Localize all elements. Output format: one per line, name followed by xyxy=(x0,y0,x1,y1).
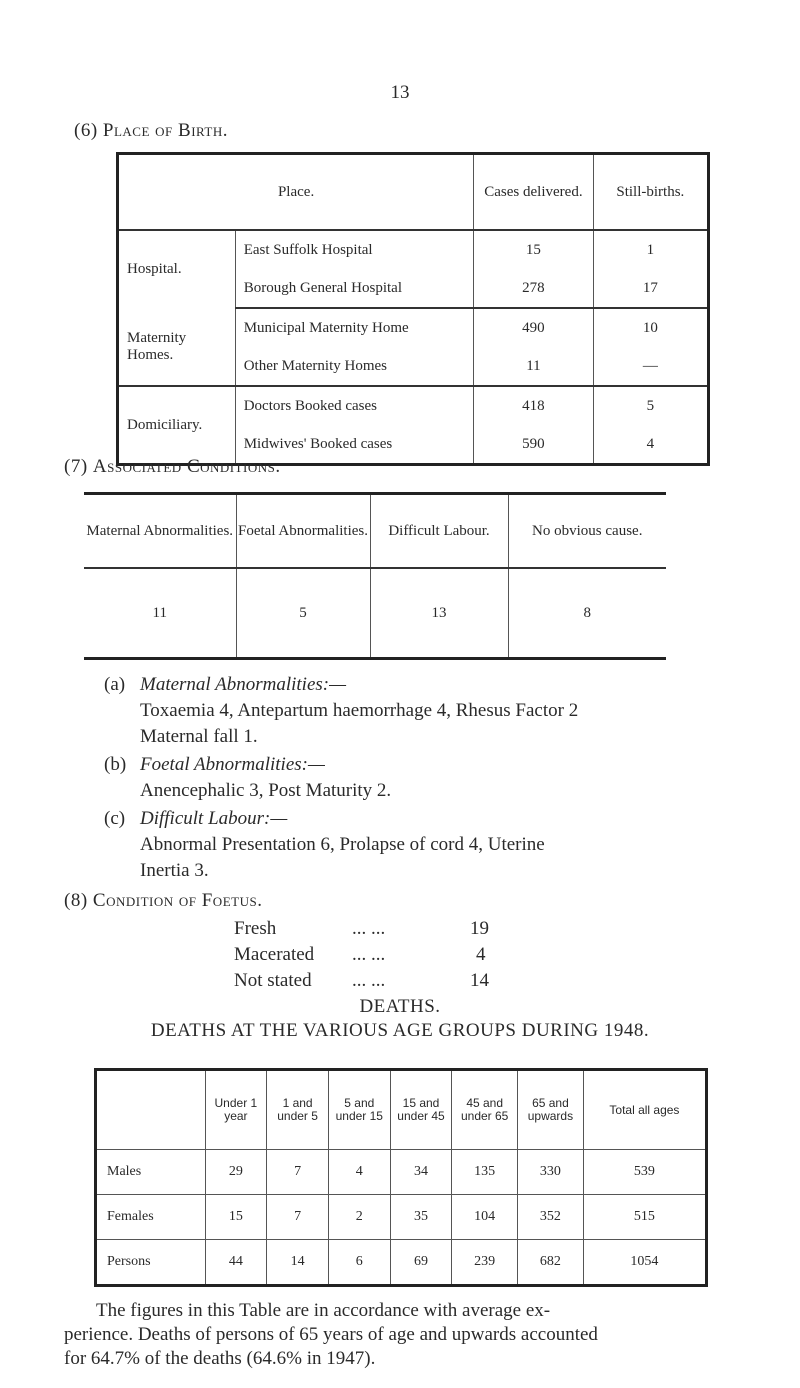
section6-heading xyxy=(74,120,228,142)
stillbirths-value: 5 xyxy=(593,386,708,425)
section7-title: Associated Conditions. xyxy=(92,456,281,477)
col-header-difficult-labour: Difficult Labour. xyxy=(370,494,508,569)
note-c-line1: Abnormal Presentation 6, Prolapse of cord 4, Uterine xyxy=(140,834,545,855)
table-cell: 34 xyxy=(390,1150,452,1195)
note-a-line2: Maternal fall 1. xyxy=(140,726,258,747)
difficult-labour-value: 13 xyxy=(370,568,508,659)
table-cell: 4 xyxy=(328,1150,390,1195)
col-header-maternal: Maternal Abnormalities. xyxy=(84,494,236,569)
group-domiciliary: Domiciliary. xyxy=(118,386,236,465)
cases-value: 590 xyxy=(474,425,593,465)
paragraph-line-2: perience. Deaths of persons of 65 years of age and upwards accounted xyxy=(64,1324,598,1345)
deaths-title: DEATHS. xyxy=(359,996,441,1017)
table-cell: 539 xyxy=(583,1150,706,1195)
table-cell: 7 xyxy=(267,1195,329,1240)
stillbirths-value: — xyxy=(593,347,708,386)
foetus-row-value: 4 xyxy=(476,944,486,965)
col-header-foetal: Foetal Abnormalities. xyxy=(236,494,370,569)
paragraph-line-3: for 64.7% of the deaths (64.6% in 1947). xyxy=(64,1348,376,1369)
place-name: Municipal Maternity Home xyxy=(235,308,473,347)
stillbirths-value: 17 xyxy=(593,269,708,308)
table-cell: 69 xyxy=(390,1240,452,1286)
cases-value: 418 xyxy=(474,386,593,425)
section6-title: Place of Birth. xyxy=(102,120,229,141)
foetus-row-value: 14 xyxy=(470,970,489,991)
foetus-row-label: Not stated xyxy=(234,970,312,991)
table-cell: 682 xyxy=(518,1240,584,1286)
table-cell: 515 xyxy=(583,1195,706,1240)
table-cell: 330 xyxy=(518,1150,584,1195)
section8-number: (8) xyxy=(64,890,88,911)
section7-number: (7) xyxy=(64,456,88,477)
col-header-age: Under 1 year xyxy=(205,1070,267,1150)
note-b-title: Foetal Abnormalities:— xyxy=(140,754,325,775)
note-c-line2: Inertia 3. xyxy=(140,860,209,881)
table-cell: 104 xyxy=(452,1195,518,1240)
note-a-line1: Toxaemia 4, Antepartum haemorrhage 4, Rhesus Factor 2 xyxy=(140,700,579,721)
paragraph-line-1: The figures in this Table are in accordance with average ex- xyxy=(96,1300,551,1321)
note-c-label: (c) xyxy=(104,808,126,829)
col-header-age: 15 and under 45 xyxy=(390,1070,452,1150)
stillbirths-value: 10 xyxy=(593,308,708,347)
foetus-row-label: Fresh xyxy=(234,918,277,939)
table-cell: 7 xyxy=(267,1150,329,1195)
corner-cell xyxy=(96,1070,206,1150)
foetus-row-dots: ... ... xyxy=(352,970,386,991)
table-cell: 14 xyxy=(267,1240,329,1286)
note-a-label: (a) xyxy=(104,674,126,695)
table-cell: 1054 xyxy=(583,1240,706,1286)
section7-heading xyxy=(64,456,281,478)
maternal-value: 11 xyxy=(84,568,236,659)
group-hospital: Hospital. xyxy=(118,230,236,308)
col-header-no-obvious-cause: No obvious cause. xyxy=(508,494,666,569)
table-cell: 352 xyxy=(518,1195,584,1240)
table-cell: 29 xyxy=(205,1150,267,1195)
deaths-subtitle: DEATHS AT THE VARIOUS AGE GROUPS DURING 1948. xyxy=(150,1020,650,1041)
cases-value: 490 xyxy=(474,308,593,347)
col-header-place: Place. xyxy=(118,154,474,231)
foetus-row-label: Macerated xyxy=(234,944,315,965)
note-b-line1: Anencephalic 3, Post Maturity 2. xyxy=(140,780,392,801)
col-header-age: 45 and under 65 xyxy=(452,1070,518,1150)
table-cell: 239 xyxy=(452,1240,518,1286)
stillbirths-value: 1 xyxy=(593,230,708,269)
group-maternity-homes: Maternity Homes. xyxy=(118,308,236,386)
col-header-cases: Cases delivered. xyxy=(474,154,593,231)
page-number: 13 xyxy=(390,82,410,103)
place-name: Doctors Booked cases xyxy=(235,386,473,425)
table-cell: 135 xyxy=(452,1150,518,1195)
place-of-birth-table xyxy=(116,152,710,466)
place-name: East Suffolk Hospital xyxy=(235,230,473,269)
cases-value: 11 xyxy=(474,347,593,386)
col-header-total: Total all ages xyxy=(583,1070,706,1150)
table-cell: 6 xyxy=(328,1240,390,1286)
associated-conditions-table xyxy=(84,492,666,660)
col-header-age: 65 and upwards xyxy=(518,1070,584,1150)
note-a-title: Maternal Abnormalities:— xyxy=(140,674,347,695)
table-cell: 2 xyxy=(328,1195,390,1240)
section6-number: (6) xyxy=(74,120,98,141)
section8-title: Condition of Foetus. xyxy=(92,890,263,911)
table-cell: 44 xyxy=(205,1240,267,1286)
foetal-value: 5 xyxy=(236,568,370,659)
place-name: Borough General Hospital xyxy=(235,269,473,308)
col-header-age: 1 and under 5 xyxy=(267,1070,329,1150)
note-c-title: Difficult Labour:— xyxy=(140,808,288,829)
cases-value: 15 xyxy=(474,230,593,269)
col-header-age: 5 and under 15 xyxy=(328,1070,390,1150)
table-cell: 35 xyxy=(390,1195,452,1240)
stillbirths-value: 4 xyxy=(593,425,708,465)
place-name: Other Maternity Homes xyxy=(235,347,473,386)
section8-heading xyxy=(64,890,262,912)
no-obvious-cause-value: 8 xyxy=(583,604,591,621)
row-label-persons: Persons xyxy=(96,1240,206,1286)
deaths-age-table xyxy=(94,1068,708,1287)
foetus-row-dots: ... ... xyxy=(352,918,386,939)
col-header-stillbirths: Still-births. xyxy=(593,154,708,231)
place-name: Midwives' Booked cases xyxy=(235,425,473,465)
cases-value: 278 xyxy=(474,269,593,308)
row-label-males: Males xyxy=(96,1150,206,1195)
table-cell: 15 xyxy=(205,1195,267,1240)
note-b-label: (b) xyxy=(104,754,127,775)
foetus-row-dots: ... ... xyxy=(352,944,386,965)
row-label-females: Females xyxy=(96,1195,206,1240)
foetus-row-value: 19 xyxy=(470,918,489,939)
